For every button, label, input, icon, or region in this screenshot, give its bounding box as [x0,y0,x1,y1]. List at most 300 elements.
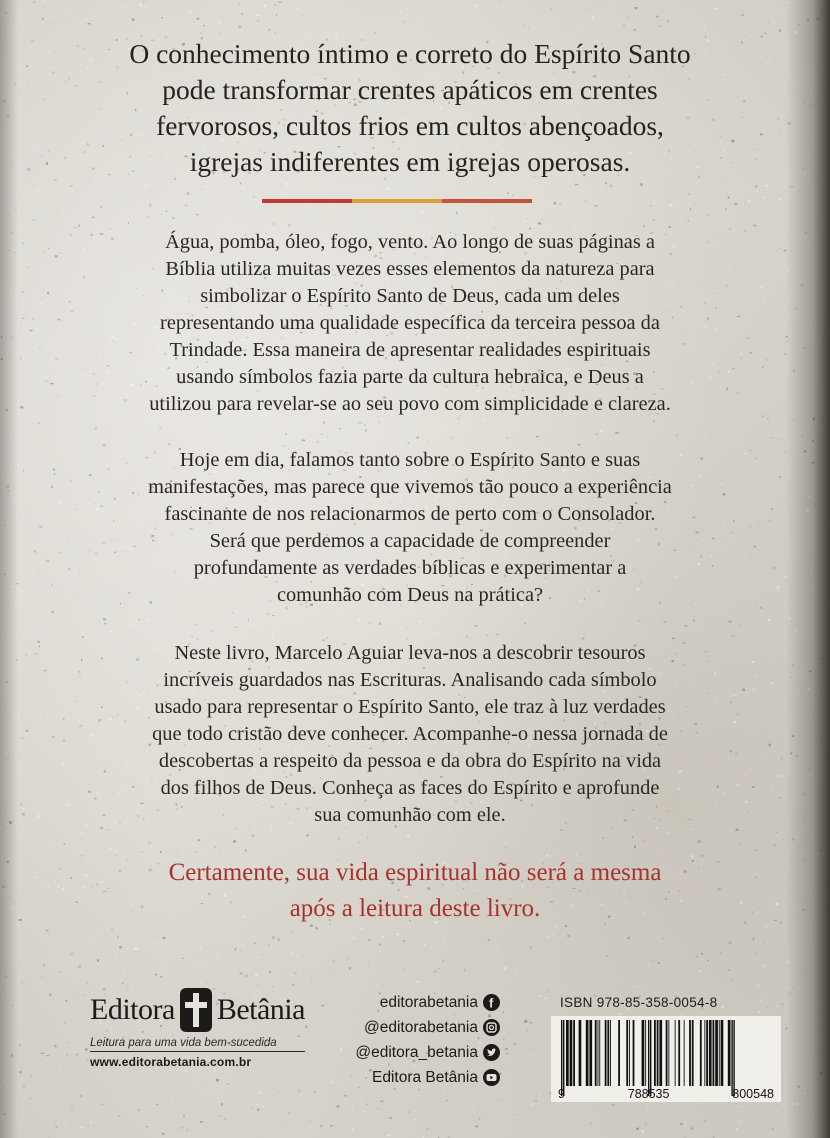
speckle [741,14,744,16]
speckle [253,0,255,2]
speckle [669,204,672,206]
speckle [55,358,57,359]
speckle [51,486,53,488]
speckle [27,887,28,889]
speckle [467,635,468,637]
speckle [192,636,193,637]
speckle [82,636,84,637]
intro-statement [100,36,720,180]
speckle [54,1045,56,1048]
speckle [60,503,62,505]
speckle [575,184,578,185]
speckle [84,994,85,995]
speckle [378,421,379,423]
speckle [321,434,323,435]
speckle [43,99,45,100]
speckle [445,1100,448,1101]
speckle [779,476,781,478]
speckle [184,1071,187,1073]
speckle [278,2,281,3]
closing-line: após a leitura deste livro. [289,895,541,922]
speckle [71,311,73,312]
speckle [766,359,769,361]
speckle [548,990,549,992]
speckle [25,654,27,656]
speckle [267,613,269,615]
speckle [645,1122,647,1125]
speckle [782,17,784,18]
speckle [47,292,49,294]
speckle [254,942,257,944]
speckle [774,844,776,847]
speckle [151,1080,154,1081]
speckle [387,1108,389,1109]
speckle [29,548,30,550]
speckle [640,183,643,186]
speckle [144,6,147,7]
speckle [403,940,404,942]
speckle [641,1130,644,1133]
speckle [780,922,783,923]
speckle [400,626,403,629]
speckle [59,797,60,798]
speckle [28,418,30,419]
speckle [474,625,477,627]
closing-statement [90,855,740,927]
paragraph-line: que todo cristão deve conhecer. Acompanhe-o nessa jornada de [152,723,668,745]
barcode-bar [684,1020,685,1086]
speckle [780,133,781,134]
speckle [506,1053,508,1054]
speckle [71,235,73,236]
speckle [38,815,41,817]
paragraph-line: Hoje em dia, falamos tanto sobre o Espírito Santo e suas [179,449,641,471]
speckle [337,958,338,959]
barcode-bar [666,1020,668,1086]
speckle [67,215,69,217]
speckle [223,2,224,3]
speckle [162,937,165,939]
speckle [68,541,69,542]
speckle [607,192,610,194]
speckle [740,902,742,904]
speckle [317,986,318,988]
speckle [167,613,168,615]
speckle [729,969,730,971]
speckle [200,947,203,949]
instagram-icon [483,1019,500,1036]
speckle [85,134,88,136]
speckle [486,634,488,635]
speckle [96,928,98,929]
speckle [769,771,770,772]
speckle [377,1108,379,1110]
intro-line: pode transformar crentes apáticos em crentes [162,74,658,105]
speckle [479,1118,480,1120]
speckle [70,306,73,308]
barcode-bar [605,1020,607,1086]
paragraph-line: incríveis guardados nas Escrituras. Analisando cada símbolo [163,669,657,691]
speckle [23,1086,25,1088]
speckle [470,208,473,209]
speckle [757,735,758,736]
paragraph-line: Neste livro, Marcelo Aguiar leva-nos a descobrir tesouros [174,642,646,664]
speckle [766,1006,768,1008]
publisher-logo [90,985,305,1069]
publisher-tagline: Leitura para uma vida bem-sucedida [90,1037,305,1052]
paragraph-book [80,640,740,829]
speckle [761,286,762,289]
speckle [39,423,40,425]
speckle [782,191,784,192]
paragraph-line: Será que perdemos a capacidade de compreender [209,530,611,552]
speckle [127,217,129,220]
speckle [760,999,763,1001]
speckle [753,225,756,227]
speckle [19,919,22,921]
intro-line: fervorosos, cultos frios em cultos abençoados, [156,110,664,141]
speckle [552,933,555,936]
speckle [197,960,198,963]
speckle [36,239,38,240]
speckle [219,32,220,34]
speckle [66,804,69,806]
barcode-bar [589,1020,592,1086]
speckle [44,670,47,671]
speckle [736,829,739,831]
speckle [492,217,494,220]
speckle [61,213,63,215]
speckle [777,118,780,120]
speckle [562,611,563,612]
paragraph-line: manifestações, mas parece que vivemos tão pouco a experiência [148,476,672,498]
speckle [517,932,519,934]
barcode-bar [713,1020,715,1086]
speckle [272,637,273,639]
speckle [240,972,243,974]
speckle [30,1098,31,1100]
speckle [763,965,766,967]
speckle [136,435,139,436]
speckle [253,197,255,198]
speckle [621,15,622,16]
barcode-bar [610,1020,611,1086]
twitter-icon [483,1044,500,1061]
speckle [290,975,292,976]
speckle [65,1000,67,1002]
divider-segment-red [262,199,352,203]
speckle [92,636,95,637]
speckle [612,217,614,219]
speckle [74,151,76,152]
speckle [524,1020,527,1023]
speckle [269,29,270,31]
speckle [381,1101,384,1103]
speckle [747,1132,748,1133]
speckle [734,203,737,205]
speckle [26,730,29,732]
barcode-bar [626,1020,628,1086]
speckle [699,970,701,972]
speckle [311,979,313,980]
speckle [26,65,28,67]
speckle [67,318,68,319]
speckle [358,842,361,844]
speckle [755,877,756,878]
speckle [777,586,780,588]
speckle [696,956,698,958]
speckle [53,71,55,73]
speckle [401,435,404,437]
speckle [586,210,588,211]
speckle [731,140,734,143]
speckle [613,422,615,423]
speckle [740,358,742,359]
speckle [684,625,687,626]
speckle [471,633,473,634]
barcode-bar [586,1020,589,1086]
speckle [253,1112,255,1113]
speckle [106,829,109,830]
speckle [761,62,762,63]
barcode-bar [692,1020,694,1086]
speckle [191,190,194,192]
speckle [106,12,109,14]
speckle [128,222,129,224]
speckle [241,13,244,14]
speckle [280,1122,281,1125]
speckle [81,1127,84,1129]
speckle [776,1104,778,1105]
speckle [275,1098,277,1099]
speckle [72,240,73,242]
speckle [688,220,689,222]
speckle [295,8,298,10]
speckle [722,1011,724,1012]
speckle [291,953,294,954]
speckle [101,1104,103,1105]
speckle [65,157,66,159]
speckle [73,718,75,719]
speckle [326,954,327,956]
speckle [88,72,91,73]
speckle [495,950,498,951]
speckle [746,583,748,584]
speckle [48,150,50,152]
speckle [89,180,90,181]
barcode-bar [642,1020,645,1086]
speckle [774,920,777,921]
speckle [158,841,161,843]
speckle [135,948,138,950]
speckle [186,1129,188,1131]
speckle [32,317,35,319]
speckle [22,514,24,516]
speckle [19,946,21,948]
speckle [723,150,724,152]
speckle [208,22,210,25]
speckle [268,939,270,940]
speckle [627,17,628,18]
speckle [288,1112,291,1114]
speckle [30,727,31,728]
speckle [643,840,646,841]
speckle [233,840,236,843]
speckle [90,1122,92,1124]
speckle [316,1128,317,1131]
speckle [44,251,45,253]
speckle [623,25,625,26]
speckle [733,122,734,124]
speckle [274,31,275,33]
speckle [500,1073,502,1075]
speckle [757,190,758,192]
speckle [24,6,25,8]
speckle [779,30,781,32]
speckle [64,81,67,83]
speckle [605,183,607,185]
speckle [352,442,354,444]
speckle [340,428,341,429]
speckle [229,625,231,626]
speckle [689,203,691,205]
speckle [148,619,150,621]
speckle [347,957,349,959]
speckle [720,135,721,137]
speckle [610,185,612,187]
speckle [74,227,77,228]
speckle [38,641,40,643]
speckle [723,74,726,75]
speckle [658,962,660,964]
speckle [162,959,164,961]
speckle [652,219,655,220]
speckle [35,877,38,878]
speckle [41,977,44,978]
speckle [416,981,419,982]
speckle [310,1121,312,1122]
svg-text:f: f [489,995,494,1011]
speckle [72,958,74,959]
speckle [443,938,446,940]
speckle [642,193,644,194]
speckle [75,85,78,86]
speckle [656,16,658,18]
speckle [664,621,667,622]
speckle [159,427,162,429]
speckle [214,846,216,849]
speckle [768,418,769,420]
speckle [70,480,71,482]
speckle [381,632,382,633]
speckle [749,526,750,527]
speckle [73,642,74,643]
barcode-bar [561,1020,562,1096]
speckle [737,1106,740,1107]
speckle [119,946,122,948]
speckle [772,785,773,788]
speckle [508,420,509,421]
speckle [73,347,75,349]
speckle [49,324,51,325]
speckle [398,420,400,421]
speckle [200,32,203,33]
speckle [182,958,185,959]
speckle [269,971,271,974]
speckle [68,443,70,444]
speckle [49,52,51,54]
speckle [145,185,147,187]
speckle [762,415,763,417]
barcode-bar [579,1020,582,1086]
speckle [416,437,419,439]
speckle [42,1036,43,1037]
speckle [660,852,662,853]
speckle [632,836,633,838]
youtube-icon [483,1069,500,1086]
speckle [775,354,776,356]
speckle [666,832,669,834]
speckle [32,416,34,418]
speckle [78,225,79,227]
speckle [22,983,23,984]
paragraph-line: usado para representar o Espírito Santo, ele traz à luz verdades [154,696,666,718]
speckle [257,20,259,22]
speckle [45,381,48,382]
speckle [183,843,184,844]
speckle [524,623,527,624]
speckle [643,988,646,990]
speckle [424,944,426,946]
speckle [756,457,758,459]
speckle [721,1006,724,1008]
speckle [37,636,40,637]
paragraph-line: Trindade. Essa maneira de apresentar realidades espirituais [169,339,651,361]
speckle [19,821,20,823]
speckle [419,621,421,623]
speckle [596,433,598,435]
speckle [405,950,407,952]
speckle [298,1090,300,1092]
speckle [259,1092,261,1094]
speckle [155,974,157,976]
barcode-digit-group: 9 [558,1087,565,1101]
speckle [527,615,529,616]
speckle [747,811,748,813]
speckle [90,60,92,62]
speckle [736,1128,738,1130]
speckle [111,929,113,930]
speckle [469,846,470,847]
speckle [776,832,778,834]
speckle [442,960,444,961]
speckle [65,1120,66,1122]
publisher-name-right: Betânia [216,993,305,1026]
speckle [31,1053,34,1055]
speckle [57,809,59,811]
speckle [307,834,309,836]
speckle [747,1110,749,1112]
speckle [764,300,766,302]
speckle [87,982,88,984]
speckle [70,12,72,13]
speckle [667,20,669,22]
speckle [27,838,28,840]
speckle [725,182,726,183]
speckle [752,786,755,788]
speckle [276,14,277,16]
speckle [765,283,767,285]
